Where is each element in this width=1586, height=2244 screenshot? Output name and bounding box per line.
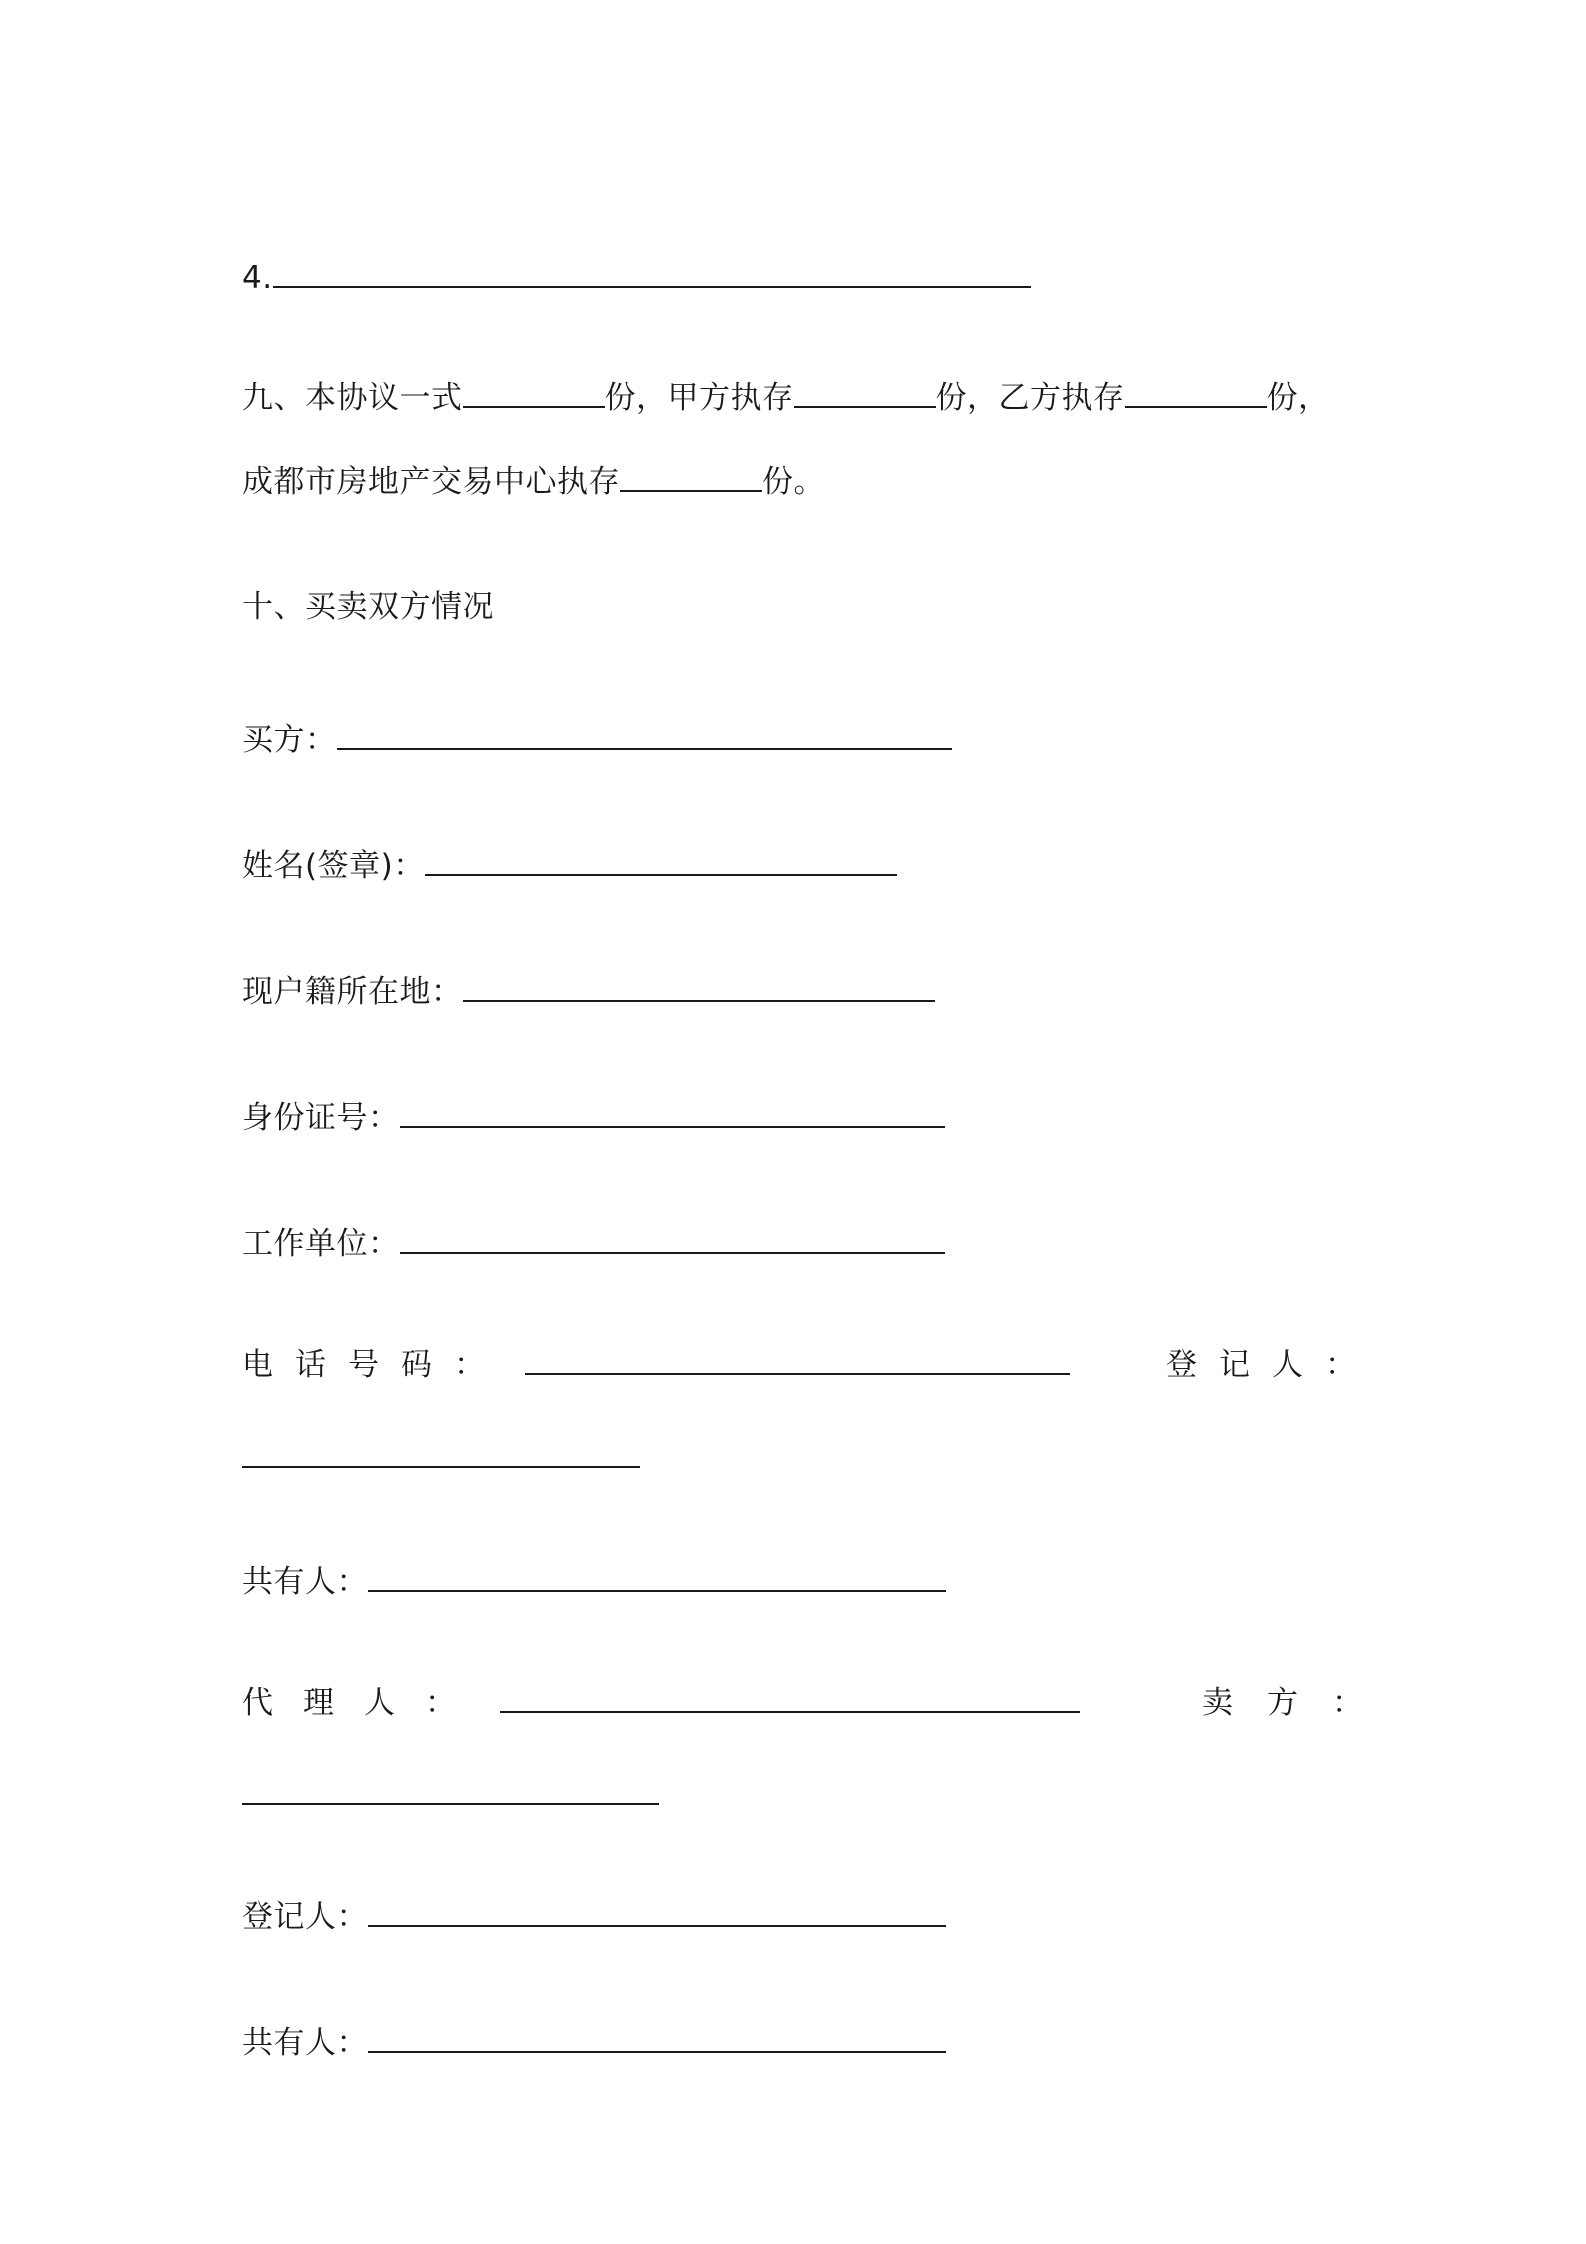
- buyer-id-line: [242, 1098, 945, 1138]
- buyer-name-blank[interactable]: [425, 848, 897, 876]
- buyer-coowner-blank[interactable]: [368, 1564, 946, 1592]
- buyer-work-line: [242, 1224, 945, 1264]
- buyer-label: 买方：: [242, 722, 337, 758]
- buyer-line: [242, 720, 952, 760]
- clause-9-line-1: [242, 378, 1330, 418]
- buyer-phone-blank[interactable]: [525, 1347, 1070, 1375]
- buyer-registrant-blank[interactable]: [242, 1440, 640, 1468]
- buyer-phone-line: [242, 1345, 1070, 1385]
- clause-9-line-2-end: 份。: [762, 464, 825, 500]
- buyer-name-label: 姓名(签章)：: [242, 848, 425, 884]
- agent-label: 代理人：: [242, 1685, 486, 1721]
- item-4-number: 4.: [242, 260, 273, 296]
- buyer-id-blank[interactable]: [400, 1100, 945, 1128]
- buyer-residence-line: [242, 972, 935, 1012]
- total-copies-blank[interactable]: [463, 380, 605, 408]
- buyer-residence-blank[interactable]: [463, 974, 935, 1002]
- seller-coowner-blank[interactable]: [368, 2025, 946, 2053]
- item-4-blank[interactable]: [273, 260, 1031, 288]
- party-a-copies-label: 份，甲方执存: [604, 380, 794, 416]
- trading-center-copies-label: 成都市房地产交易中心执存: [242, 464, 620, 500]
- party-b-copies-label: 份，乙方执存: [935, 380, 1125, 416]
- party-a-copies-blank[interactable]: [794, 380, 936, 408]
- buyer-work-label: 工作单位：: [242, 1226, 400, 1262]
- seller-blank-line: [242, 1775, 659, 1815]
- buyer-id-label: 身份证号：: [242, 1100, 400, 1136]
- buyer-work-blank[interactable]: [400, 1226, 945, 1254]
- buyer-coowner-label: 共有人：: [242, 1564, 368, 1600]
- party-b-copies-blank[interactable]: [1125, 380, 1267, 408]
- item-4-line: [242, 258, 1031, 298]
- seller-coowner-line: [242, 2023, 946, 2063]
- seller-coowner-label: 共有人：: [242, 2025, 368, 2061]
- seller-registrant-label: 登记人：: [242, 1899, 368, 1935]
- clause-9-copies-label: 九、本协议一式: [242, 380, 463, 416]
- seller-registrant-blank[interactable]: [368, 1899, 946, 1927]
- buyer-registrant-label: 登记人：: [1166, 1347, 1378, 1383]
- buyer-blank[interactable]: [337, 722, 952, 750]
- buyer-residence-label: 现户籍所在地：: [242, 974, 463, 1010]
- clause-9-line-2: [242, 462, 825, 502]
- buyer-name-line: [242, 846, 897, 886]
- trading-center-copies-blank[interactable]: [620, 464, 762, 492]
- buyer-phone-label: 电话号码：: [242, 1347, 507, 1383]
- agent-line: [242, 1683, 1080, 1723]
- agent-blank[interactable]: [500, 1685, 1080, 1713]
- clause-10-heading: 十、买卖双方情况: [242, 589, 494, 625]
- clause-9-line-1-end: 份，: [1266, 380, 1330, 416]
- seller-blank[interactable]: [242, 1777, 659, 1805]
- buyer-registrant-blank-line: [242, 1438, 640, 1478]
- seller-label: 卖方：: [1202, 1685, 1397, 1721]
- buyer-coowner-line: [242, 1562, 946, 1602]
- seller-registrant-line: [242, 1897, 946, 1937]
